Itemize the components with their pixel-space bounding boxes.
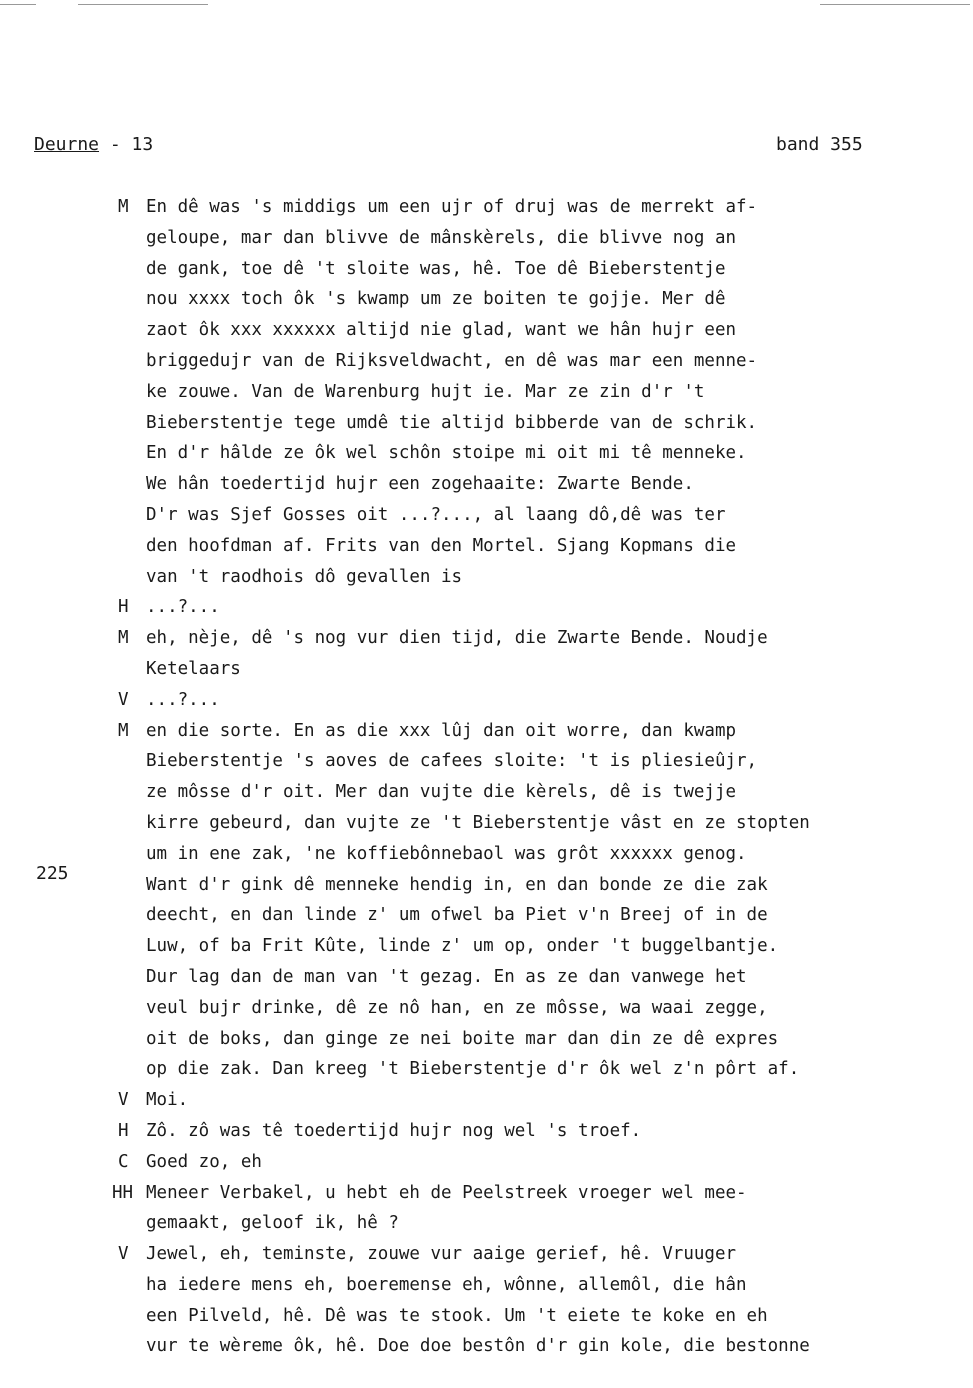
line-text: ke zouwe. Van de Warenburg hujt ie. Mar ze zin d'r 't bbox=[146, 381, 705, 402]
speaker-label: M bbox=[118, 720, 129, 741]
transcript-line bbox=[118, 500, 958, 531]
transcript-line bbox=[118, 1024, 958, 1055]
transcript-line bbox=[118, 1054, 958, 1085]
line-text: gemaakt, geloof ik, hê ? bbox=[146, 1213, 399, 1234]
page-number: - 13 bbox=[109, 134, 154, 155]
line-text: veul bujr drinke, dê ze nô han, en ze môsse, wa waai zegge, bbox=[146, 997, 768, 1018]
transcript-line bbox=[118, 1239, 958, 1270]
speaker-label: H bbox=[118, 597, 129, 618]
transcript-line bbox=[118, 716, 958, 747]
transcript-line bbox=[118, 346, 958, 377]
transcript-line bbox=[118, 623, 958, 654]
line-text: We hân toedertijd hujr een zogehaaite: Zwarte Bende. bbox=[146, 474, 694, 495]
transcript-line bbox=[118, 839, 958, 870]
line-text: de gank, toe dê 't sloite was, hê. Toe dê Bieberstentje bbox=[146, 258, 726, 279]
line-text: Moi. bbox=[146, 1090, 189, 1111]
line-text: deecht, en dan linde z' um ofwel ba Piet v'n Breej of in de bbox=[146, 905, 768, 926]
line-text: eh, nèje, dê 's nog vur dien tijd, die Zwarte Bende. Noudje bbox=[146, 628, 768, 649]
line-text: Dur lag dan de man van 't gezag. En as ze dan vanwege het bbox=[146, 966, 747, 987]
transcript-line bbox=[118, 315, 958, 346]
transcript-line bbox=[118, 1147, 958, 1178]
transcript-line bbox=[118, 746, 958, 777]
transcript-line bbox=[112, 1178, 958, 1209]
top-edge-rule bbox=[78, 4, 208, 5]
line-text: En d'r hâlde ze ôk wel schôn stoipe mi oit mi tê menneke. bbox=[146, 443, 747, 464]
line-text: um in ene zak, 'ne koffiebônnebaol was grôt xxxxxx genog. bbox=[146, 843, 747, 864]
transcript-line bbox=[118, 408, 958, 439]
line-text: zaot ôk xxx xxxxxx altijd nie glad, want we hân hujr een bbox=[146, 320, 737, 341]
transcript-line bbox=[118, 1085, 958, 1116]
line-text: oit de boks, dan ginge ze nei boite mar dan din ze dê expres bbox=[146, 1028, 779, 1049]
line-text: den hoofdman af. Frits van den Mortel. Sjang Kopmans die bbox=[146, 535, 737, 556]
line-text: van 't raodhois dô gevallen is bbox=[146, 566, 463, 587]
transcript-line bbox=[118, 284, 958, 315]
transcript-line bbox=[118, 562, 958, 593]
transcript-line bbox=[118, 993, 958, 1024]
line-text: geloupe, mar dan blivve de mânskèrels, die blivve nog an bbox=[146, 227, 737, 248]
transcript-line bbox=[118, 254, 958, 285]
speaker-label: V bbox=[118, 1244, 129, 1265]
transcript-line bbox=[118, 1208, 958, 1239]
line-text: En dê was 's middigs um een ujr of druj was de merrekt af- bbox=[146, 197, 758, 217]
tape-band-label: band 355 bbox=[776, 134, 863, 155]
line-text: Want d'r gink dê menneke hendig in, en dan bonde ze die zak bbox=[146, 874, 768, 895]
line-text: ...?... bbox=[146, 597, 220, 618]
transcript-line bbox=[118, 1116, 958, 1147]
line-text: D'r was Sjef Gosses oit ...?..., al laang dô,dê was ter bbox=[146, 504, 726, 525]
line-text: Zô. zô was tê toedertijd hujr nog wel 's troef. bbox=[146, 1120, 642, 1141]
speaker-label: C bbox=[118, 1151, 129, 1172]
line-text: ...?... bbox=[146, 689, 220, 710]
transcript-line bbox=[118, 931, 958, 962]
line-text: een Pilveld, hê. Dê was te stook. Um 't eiete te koke en eh bbox=[146, 1305, 768, 1326]
speaker-label: V bbox=[118, 689, 129, 710]
speaker-label: HH bbox=[112, 1182, 134, 1203]
speaker-label: V bbox=[118, 1090, 129, 1111]
line-text: Meneer Verbakel, u hebt eh de Peelstreek vroeger wel mee- bbox=[146, 1182, 747, 1203]
line-text: Bieberstentje 's aoves de cafees sloite: 't is pliesieûjr, bbox=[146, 751, 758, 772]
transcript-line bbox=[118, 900, 958, 931]
transcript-line bbox=[118, 192, 958, 223]
transcript-line bbox=[118, 654, 958, 685]
transcript-body bbox=[112, 192, 958, 1362]
speaker-label: H bbox=[118, 1120, 129, 1141]
line-text: ha iedere mens eh, boeremense eh, wônne, allemôl, die hân bbox=[146, 1274, 747, 1295]
transcript-line bbox=[118, 777, 958, 808]
speaker-label: M bbox=[118, 197, 129, 217]
line-text: briggedujr van de Rijksveldwacht, en dê was mar een menne- bbox=[146, 350, 758, 371]
transcript-line bbox=[118, 1301, 958, 1332]
line-text: Luw, of ba Frit Kûte, linde z' um op, onder 't buggelbantje. bbox=[146, 936, 779, 957]
margin-line-number: 225 bbox=[36, 863, 69, 884]
transcript-line bbox=[118, 531, 958, 562]
line-text: Jewel, eh, teminste, zouwe vur aaige gerief, hê. Vruuger bbox=[146, 1244, 737, 1265]
place-name: Deurne bbox=[34, 134, 100, 155]
line-text: kirre gebeurd, dan vujte ze 't Bieberstentje vâst en ze stopten bbox=[146, 812, 810, 833]
transcript-line bbox=[118, 962, 958, 993]
speaker-label: M bbox=[118, 628, 129, 649]
line-text: Ketelaars bbox=[146, 658, 241, 679]
transcript-line bbox=[118, 1270, 958, 1301]
transcript-line bbox=[118, 685, 958, 716]
page-header-left bbox=[34, 133, 153, 157]
transcript-line bbox=[118, 223, 958, 254]
line-text: ze môsse d'r oit. Mer dan vujte die kèrels, dê is twejje bbox=[146, 782, 737, 803]
line-text: Bieberstentje tege umdê tie altijd bibberde van de schrik. bbox=[146, 412, 758, 433]
transcript-line bbox=[118, 592, 958, 623]
transcript-line bbox=[118, 808, 958, 839]
transcript-line bbox=[118, 377, 958, 408]
line-text: nou xxxx toch ôk 's kwamp um ze boiten te gojje. Mer dê bbox=[146, 289, 726, 310]
top-edge-rule bbox=[0, 4, 36, 5]
line-text: en die sorte. En as die xxx lûj dan oit worre, dan kwamp bbox=[146, 720, 737, 741]
transcript-line bbox=[118, 1331, 958, 1362]
transcript-line bbox=[118, 469, 958, 500]
transcript-line bbox=[118, 438, 958, 469]
line-text: op die zak. Dan kreeg 't Bieberstentje d'r ôk wel z'n pôrt af. bbox=[146, 1059, 800, 1080]
line-text: Goed zo, eh bbox=[146, 1151, 262, 1172]
line-text: vur te wèreme ôk, hê. Doe doe bestôn d'r gin kole, die bestonne bbox=[146, 1336, 810, 1357]
transcript-line bbox=[118, 870, 958, 901]
top-edge-rule bbox=[820, 4, 970, 5]
